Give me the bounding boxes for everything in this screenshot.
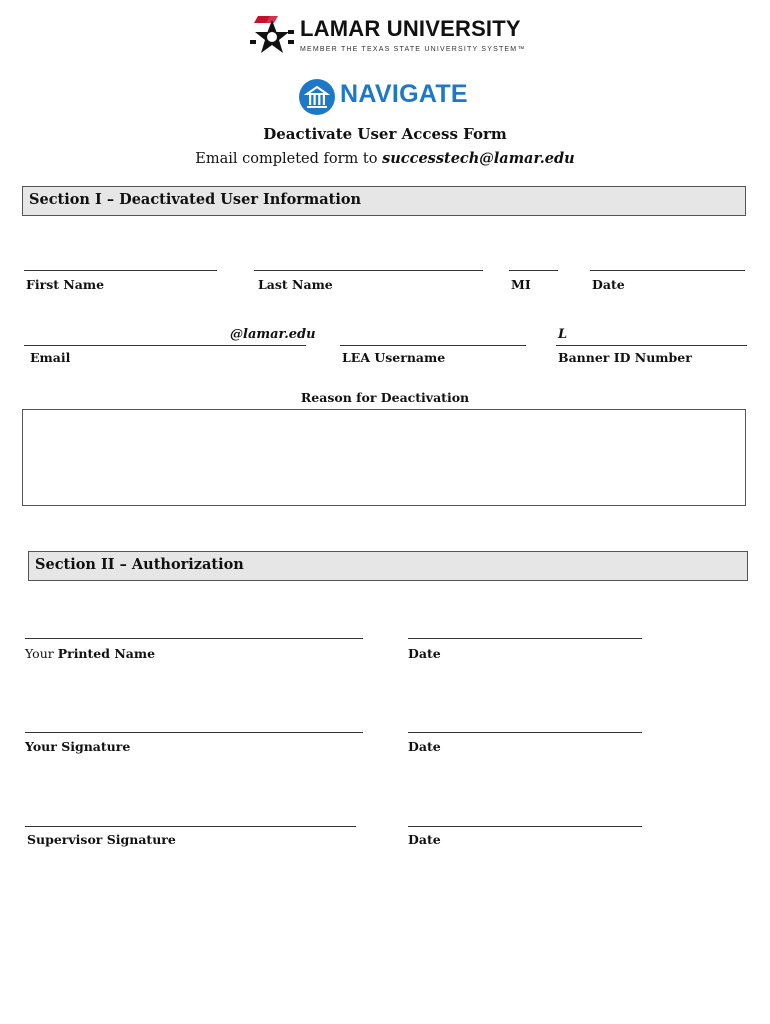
section-2-header: Section II – Authorization [28,551,748,581]
navigate-logo [298,78,468,118]
lamar-star-icon [248,14,296,62]
last-name-line[interactable] [254,270,483,271]
navigate-wordmark: NAVIGATE [340,80,468,108]
mi-label: MI [511,277,531,292]
supervisor-signature-date-line[interactable] [408,826,642,827]
printed-name-date-label: Date [408,646,441,661]
first-name-label: First Name [26,277,105,292]
first-name-line[interactable] [24,270,217,271]
lea-username-label: LEA Username [342,350,446,365]
last-name-label: Last Name [258,277,333,292]
section-1-header: Section I – Deactivated User Information [22,186,746,216]
printed-name-label [25,646,155,661]
form-title: Deactivate User Access Form [263,125,507,143]
date-line[interactable] [590,270,745,271]
form-subtitle [0,150,770,167]
lamar-university-logo [248,14,526,64]
reason-label: Reason for Deactivation [300,390,470,405]
your-signature-date-label: Date [408,739,441,754]
supervisor-signature-date-label: Date [408,832,441,847]
email-domain: @lamar.edu [230,327,316,342]
supervisor-signature-label: Supervisor Signature [27,832,176,847]
supervisor-signature-line[interactable] [25,826,356,827]
printed-name-text: Printed Name [57,646,156,661]
printed-name-date-line[interactable] [408,638,642,639]
printed-name-line[interactable] [25,638,363,639]
navigate-building-icon [298,78,336,116]
printed-name-prefix: Your [25,646,58,661]
subtitle-email-link[interactable]: successtech@lamar.edu [382,150,575,167]
subtitle-prefix: Email completed form to [195,151,383,167]
mi-line[interactable] [509,270,558,271]
university-name: LAMAR UNIVERSITY [300,16,521,41]
lea-username-line[interactable] [340,345,526,346]
university-subtitle: MEMBER THE TEXAS STATE UNIVERSITY SYSTEM™ [300,46,526,53]
email-label: Email [30,350,71,365]
your-signature-label: Your Signature [25,739,131,754]
banner-id-label: Banner ID Number [558,350,692,365]
date-label: Date [592,277,625,292]
your-signature-date-line[interactable] [408,732,642,733]
reason-textarea[interactable] [22,409,746,506]
email-line[interactable] [24,345,306,346]
banner-id-line[interactable] [556,345,747,346]
your-signature-line[interactable] [25,732,363,733]
banner-prefix: L [558,327,568,342]
